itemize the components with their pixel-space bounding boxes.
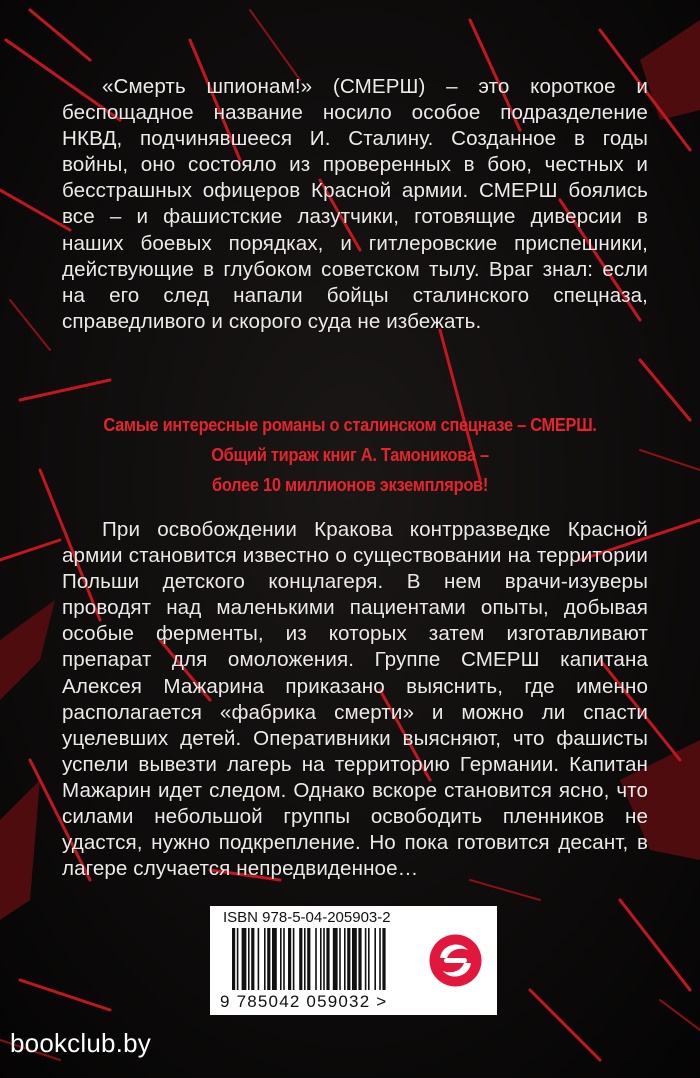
barcode-bars (232, 928, 412, 994)
promo-line-2: Общий тираж книг А. Тамоникова – (211, 445, 489, 465)
eksmo-logo-icon (414, 906, 497, 1015)
promo-line-1: Самые интересные романы о сталинском спецназе – СМЕРШ. (103, 415, 597, 435)
barcode-digits: 9 785042 059032 > (220, 992, 388, 1011)
publisher-logo-panel (414, 906, 497, 1015)
watermark: bookclub.by (10, 1028, 151, 1058)
blurb-paragraph-2: При освобождении Кракова контрразведке Красной армии становится известно о существовании на территории Польши детского концлагеря. В нем врачи-изуверы проводят над маленькими пациентами опыты, добывая особые ферменты, из которых затем изготавливают препарат для омоложения. Группе СМЕРШ капитана Алексея Мажарина приказано выяснить, где именно располагается «фабрика смерти» и можно ли спасти уцелевших детей. Оперативники выясняют, что фашисты успели вывезти лагерь на территорию Германии. Капитан Мажарин идет следом. Однако вскоре становится ясно, что силами небольшой группы освободить пленников не удастся, нужно подкрепление. Но пока готовится десант, в лагере случается непредвиденное… (62, 518, 648, 881)
isbn-label: ISBN 978-5-04-205903-2 (223, 909, 391, 926)
promo-block (71, 410, 629, 500)
blurb-paragraph-1: «Смерть шпионам!» (СМЕРШ) – это короткое и беспощадное название носило особое подразделение НКВД, подчинявшееся И. Сталину. Созданное в годы войны, оно состояло из проверенных в бою, честных и бесстрашных офицеров Красной армии. СМЕРШ боялись все – и фашистские лазутчики, готовящие диверсии в наших боевых порядках, и гитлеровские приспешники, действующие в глубоком советском тылу. Враг знал: если на его след напали бойцы сталинского спецназа, справедливого и скорого суда не избежать. (62, 75, 648, 333)
promo-line-3: более 10 миллионов экземпляров! (211, 475, 489, 495)
